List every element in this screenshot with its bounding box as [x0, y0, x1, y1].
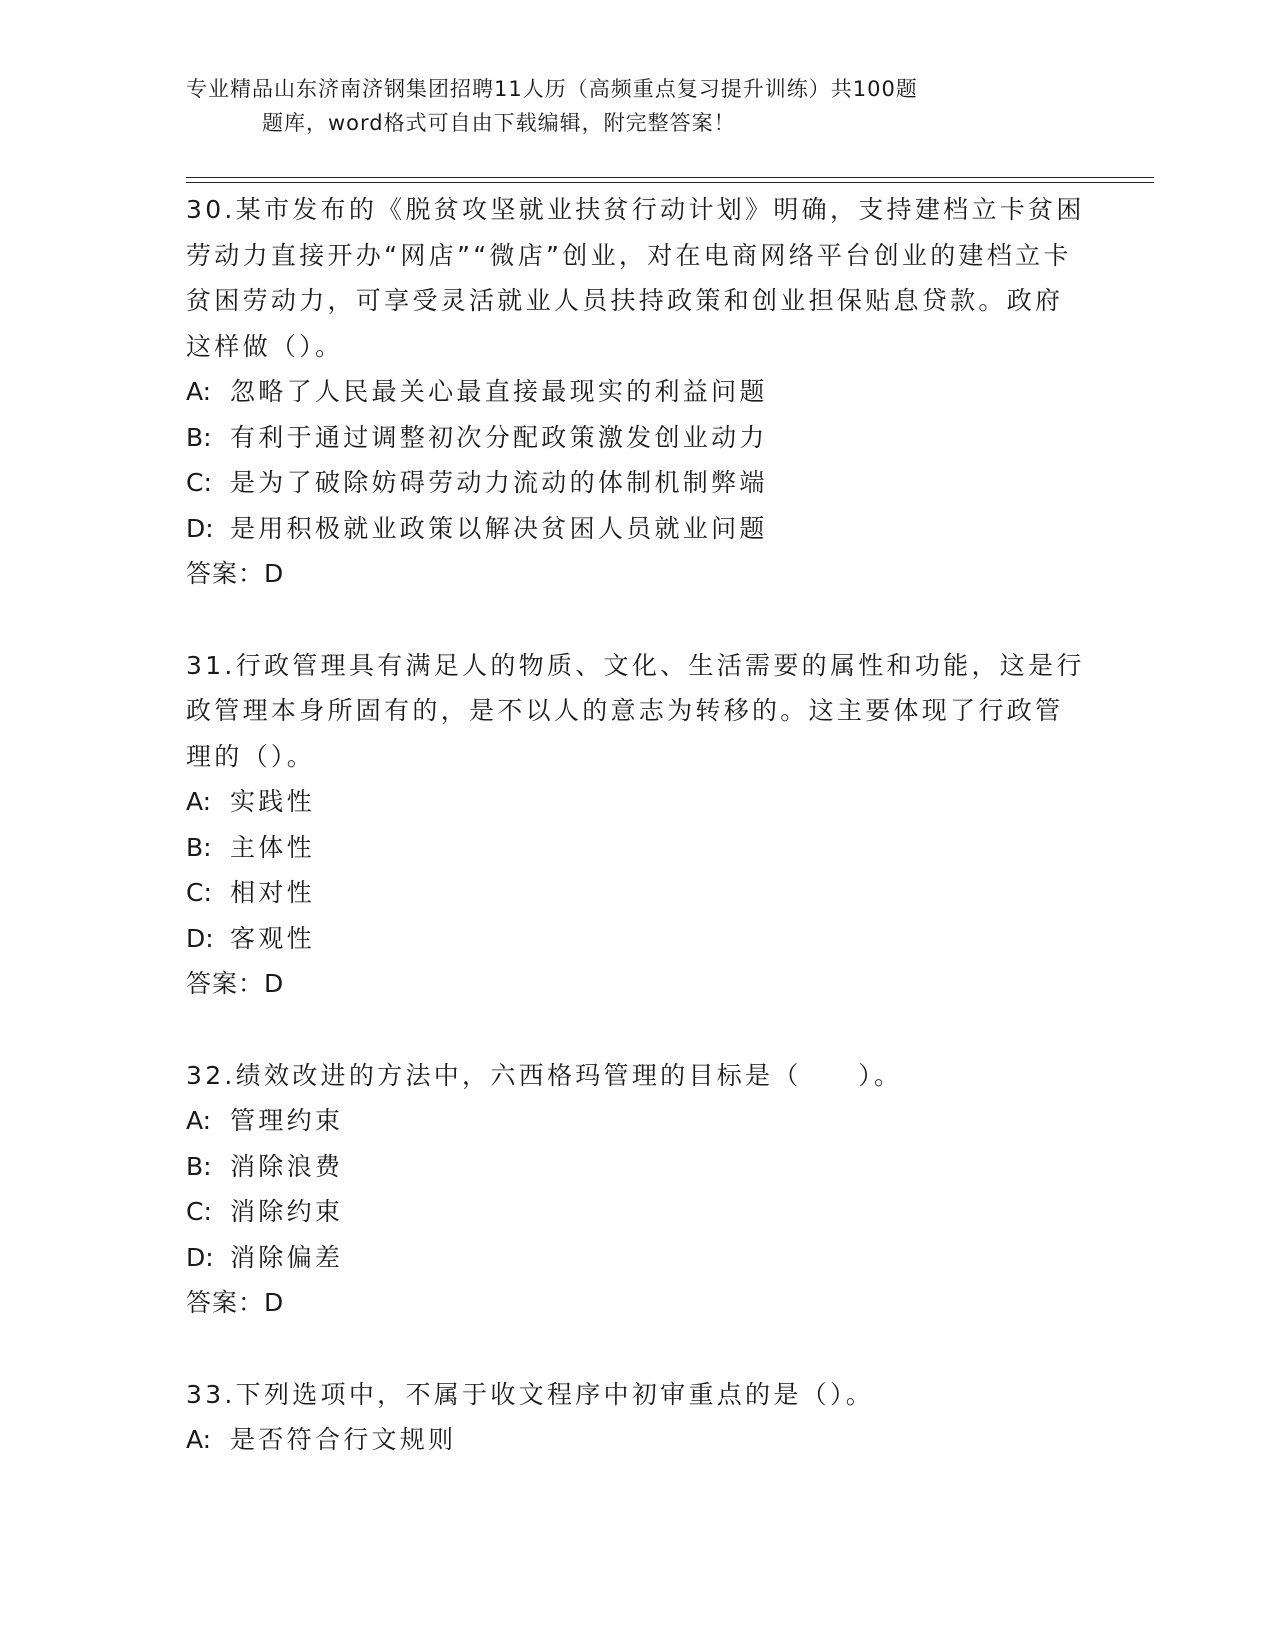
option-text: 是为了破除妨碍劳动力流动的体制机制弊端: [230, 468, 768, 497]
option-label: A:: [186, 377, 212, 406]
answer-label: 答案：: [186, 1288, 265, 1317]
answer-value: D: [264, 559, 285, 588]
question-text: 31.行政管理具有满足人的物质、文化、生活需要的属性和功能，这是行政管理本身所固有的，是不以人的意志为转移的。这主要体现了行政管理的（）。: [186, 650, 1085, 771]
answer-value: D: [264, 1288, 285, 1317]
option-b: [186, 1144, 1086, 1190]
question-30: [186, 187, 1086, 597]
question-list: [186, 187, 1086, 1509]
answer: [186, 551, 1086, 597]
option-text: 消除偏差: [230, 1242, 344, 1272]
option-text: 有利于通过调整初次分配政策激发创业动力: [230, 422, 768, 452]
option-label: D:: [186, 1242, 214, 1272]
option-label: B:: [186, 422, 212, 452]
option-label: A:: [186, 1425, 212, 1454]
question-33: [186, 1372, 1086, 1463]
option-label: C:: [186, 1197, 212, 1226]
option-d: [186, 1235, 1086, 1281]
option-label: A:: [186, 787, 212, 816]
answer: [186, 961, 1086, 1007]
answer: [186, 1280, 1086, 1326]
question-text: 33.下列选项中，不属于收文程序中初审重点的是（）。: [186, 1379, 875, 1409]
option-label: C:: [186, 468, 212, 497]
answer-label: 答案：: [186, 969, 265, 998]
option-label: A:: [186, 1106, 212, 1135]
option-text: 管理约束: [230, 1106, 344, 1135]
option-text: 实践性: [230, 787, 315, 816]
option-label: C:: [186, 878, 212, 907]
option-text: 客观性: [230, 923, 315, 953]
answer-label: 答案：: [186, 559, 265, 588]
option-a: [186, 1417, 1086, 1463]
question-text: 32.绩效改进的方法中，六西格玛管理的目标是（ ）。: [186, 1060, 903, 1090]
header-line-1: 专业精品山东济南济钢集团招聘11人历（高频重点复习提升训练）共100题: [186, 77, 918, 101]
answer-value: D: [264, 969, 285, 998]
option-a: [186, 779, 1086, 825]
question-text: 30.某市发布的《脱贫攻坚就业扶贫行动计划》明确，支持建档立卡贫困劳动力直接开办“网店”“微店”创业，对在电商网络平台创业的建档立卡贫困劳动力，可享受灵活就业人员扶持政策和创业担保贴息贷款。政府这样做（）。: [186, 195, 1085, 361]
option-c: [186, 460, 1086, 506]
header-divider-top: [186, 177, 1154, 178]
option-text: 相对性: [230, 878, 315, 907]
question-32: [186, 1053, 1086, 1326]
option-text: 忽略了人民最关心最直接最现实的利益问题: [230, 377, 768, 406]
option-text: 是用积极就业政策以解决贫困人员就业问题: [230, 513, 768, 543]
option-a: [186, 369, 1086, 415]
option-text: 主体性: [230, 832, 315, 862]
option-b: [186, 825, 1086, 871]
header-line-2: 题库，word格式可自由下载编辑，附完整答案！: [262, 111, 736, 135]
option-text: 消除约束: [230, 1197, 344, 1226]
option-text: 是否符合行文规则: [230, 1425, 457, 1454]
option-label: D:: [186, 513, 214, 543]
option-d: [186, 506, 1086, 552]
question-31: [186, 643, 1086, 1007]
option-label: B:: [186, 1151, 212, 1181]
option-label: D:: [186, 923, 214, 953]
option-label: B:: [186, 832, 212, 862]
option-b: [186, 415, 1086, 461]
option-c: [186, 870, 1086, 916]
option-a: [186, 1098, 1086, 1144]
option-text: 消除浪费: [230, 1151, 344, 1181]
option-c: [186, 1189, 1086, 1235]
document-header: [186, 72, 1046, 140]
header-divider-bottom: [186, 182, 1154, 183]
option-d: [186, 916, 1086, 962]
